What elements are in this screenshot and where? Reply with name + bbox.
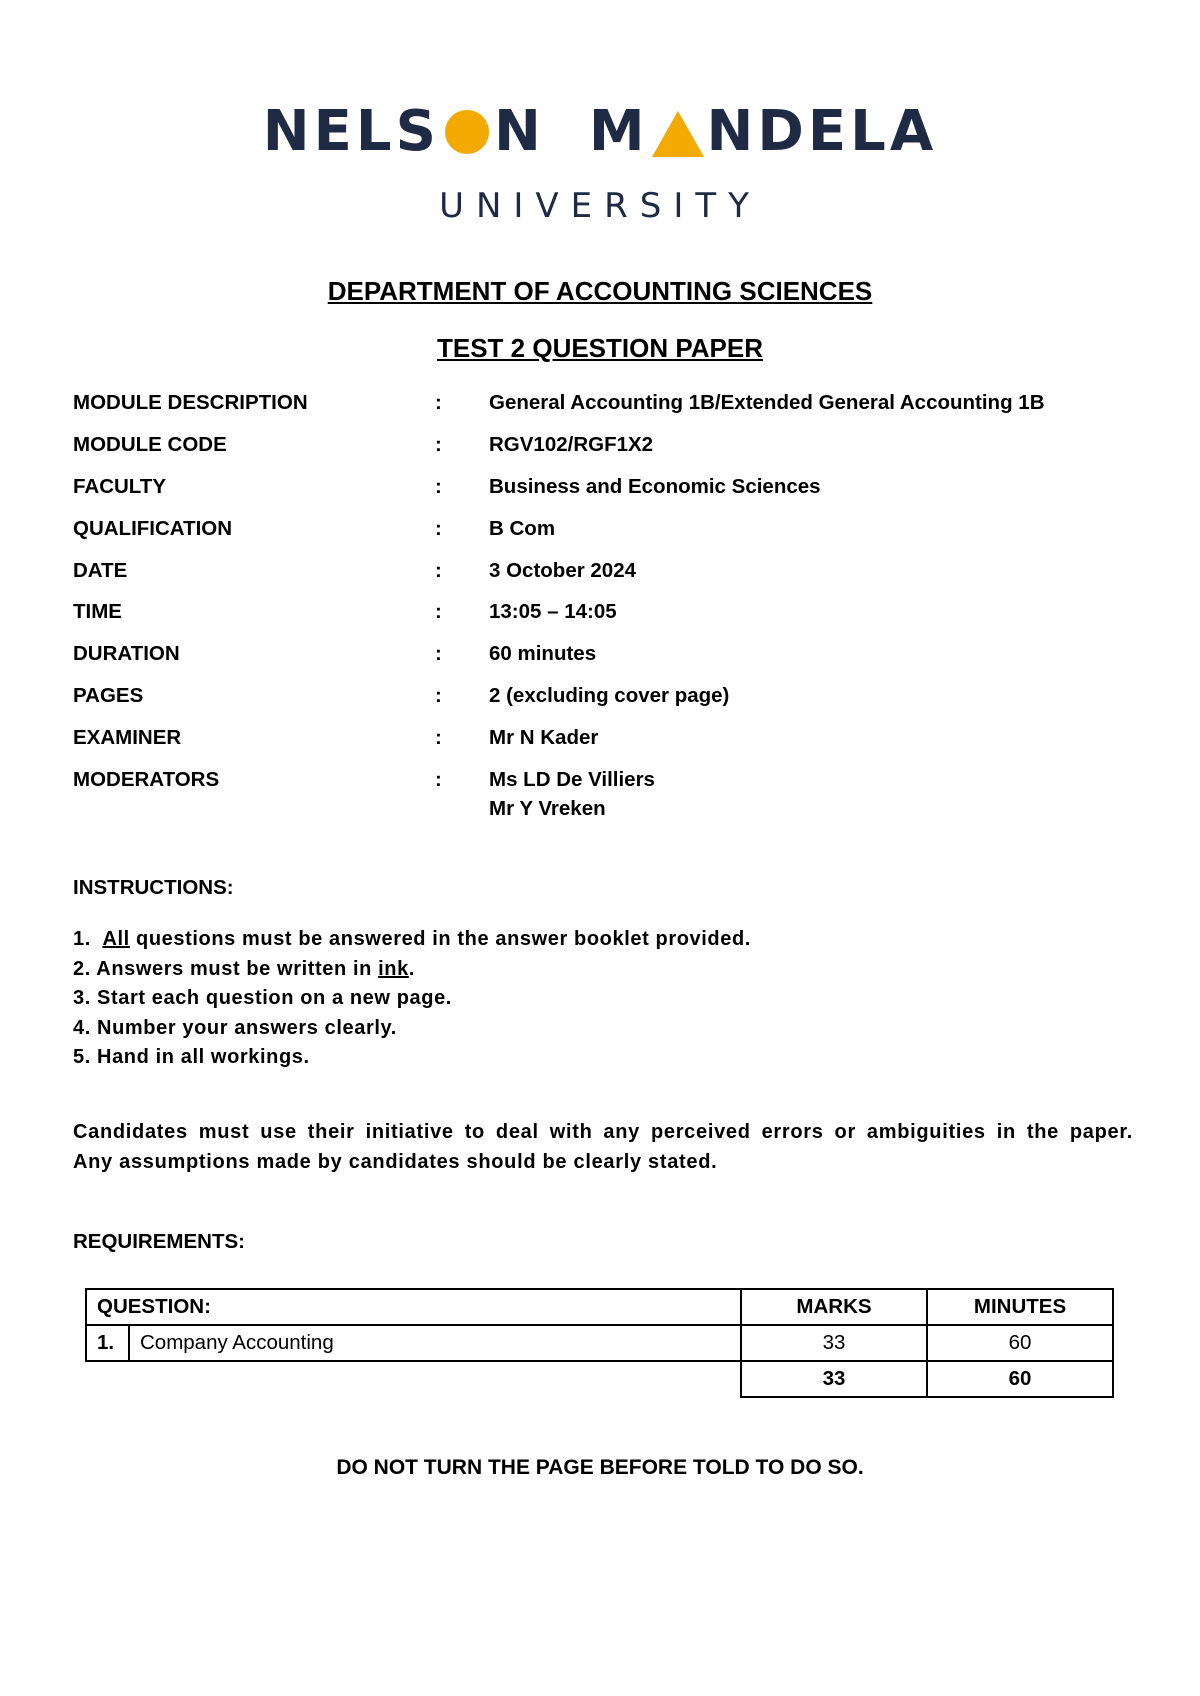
paper-title: TEST 2 QUESTION PAPER (436, 333, 763, 363)
logo-triangle-icon (652, 111, 704, 157)
table-header-row (86, 1289, 1113, 1325)
question-minutes: 60 (927, 1325, 1113, 1361)
requirements-heading: REQUIREMENTS: (73, 1230, 245, 1253)
table-total-row (86, 1361, 1113, 1397)
question-name: Company Accounting (129, 1325, 741, 1361)
total-minutes: 60 (927, 1361, 1113, 1397)
total-marks: 33 (741, 1361, 927, 1397)
header-question: QUESTION: (86, 1289, 741, 1325)
header-marks: MARKS (741, 1289, 927, 1325)
instructions-list (73, 925, 751, 1073)
instruction-item-4: 4. Number your answers clearly. (73, 1016, 397, 1039)
candidates-note: Candidates must use their initiative to deal with any perceived errors or ambiguities in the paper. Any assumptions made by candidates should be clearly stated. (73, 1121, 1133, 1173)
logo-wordmark: NELS N M NDELA (262, 99, 938, 164)
instruction-item-1: 1. All questions must be answered in the answer booklet provided. (73, 928, 751, 950)
requirements-table (85, 1288, 1114, 1398)
department-title: DEPARTMENT OF ACCOUNTING SCIENCES (327, 276, 873, 306)
university-logo (0, 100, 1200, 164)
instruction-item-2: 2. Answers must be written in ink. (73, 957, 415, 980)
instruction-item-3: 3. Start each question on a new page. (73, 987, 452, 1009)
question-marks: 33 (741, 1325, 927, 1361)
instruction-item-5: 5. Hand in all workings. (73, 1046, 310, 1068)
footer-warning: DO NOT TURN THE PAGE BEFORE TOLD TO DO SO. (336, 1456, 864, 1479)
question-number: 1. (86, 1325, 129, 1361)
instructions-heading: INSTRUCTIONS: (73, 876, 234, 899)
logo-circle-icon (445, 110, 489, 154)
table-row (86, 1325, 1113, 1361)
header-minutes: MINUTES (927, 1289, 1113, 1325)
logo-subtitle: UNIVERSITY (439, 186, 761, 226)
